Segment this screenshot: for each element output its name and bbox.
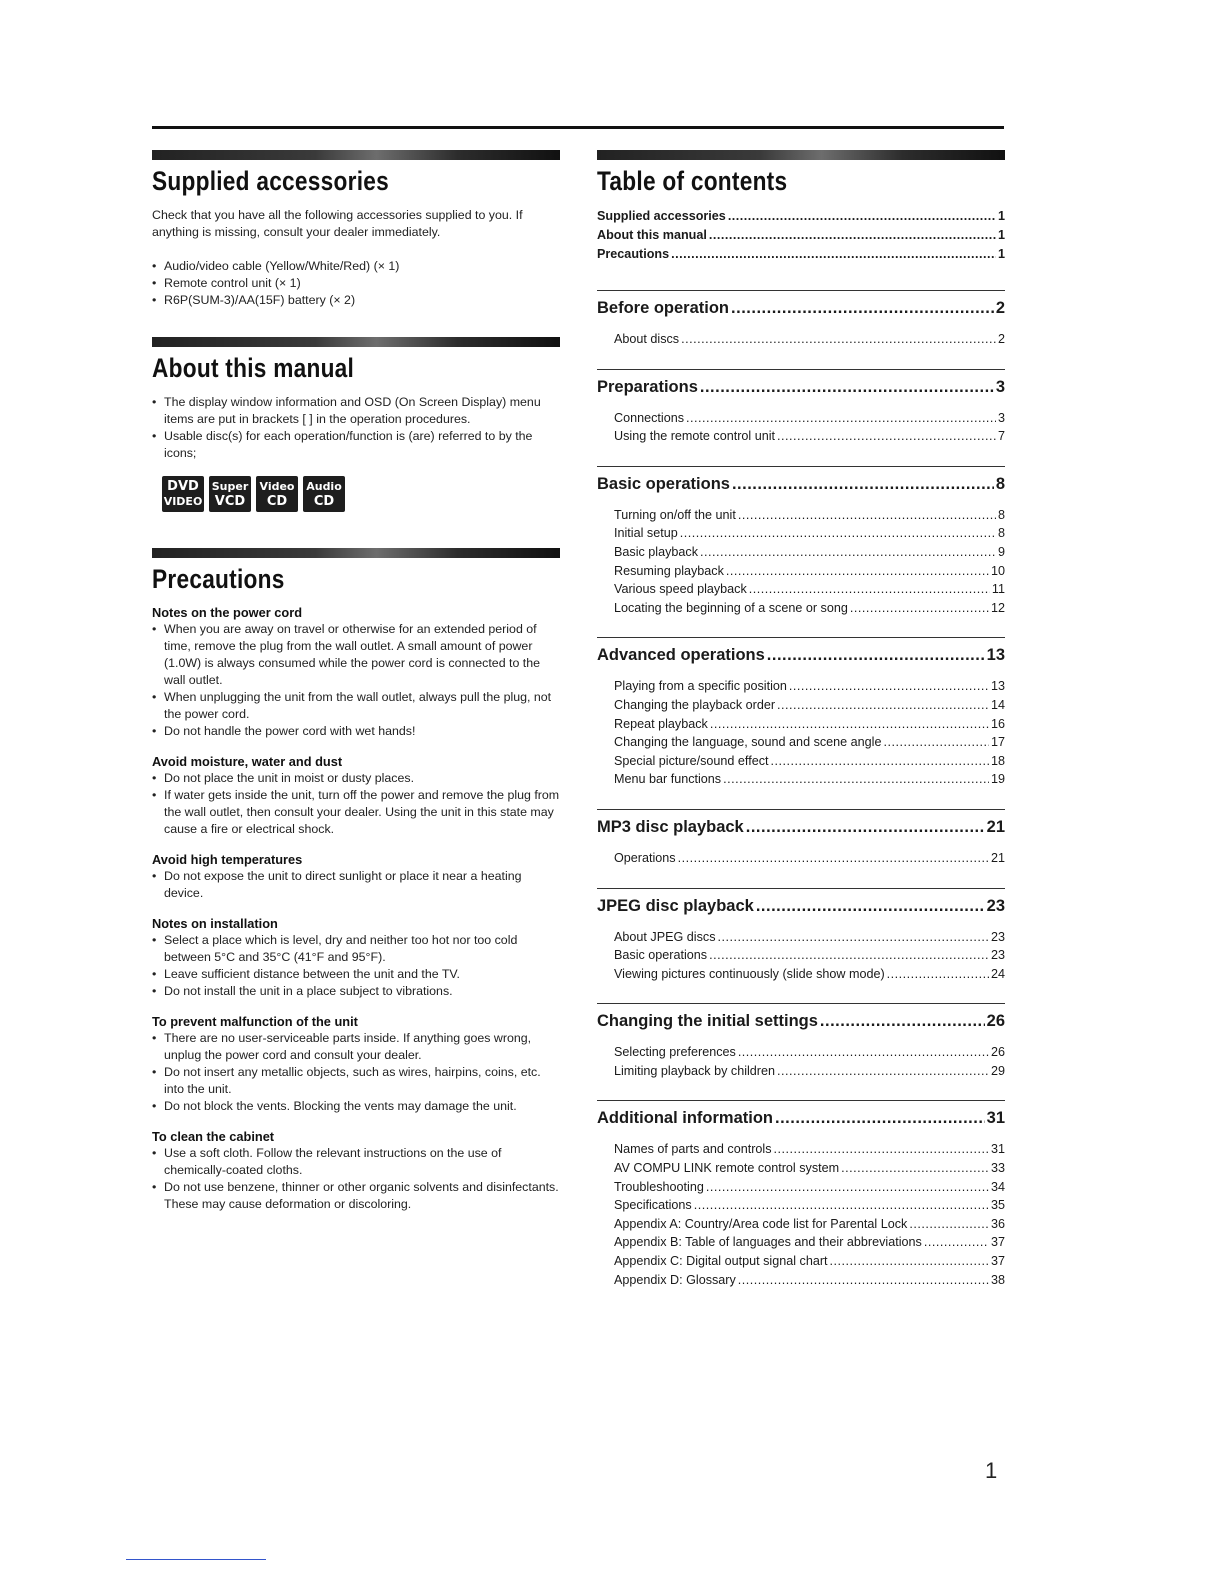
toc-entry[interactable] [614,1178,1005,1197]
icon-label: VCD [214,494,246,509]
dot-leader [746,812,985,842]
dot-leader [777,1062,989,1081]
icon-label: Super [211,480,249,493]
toc-entry[interactable] [614,928,1005,947]
icon-label: DVD [167,479,199,494]
toc-entry[interactable] [614,562,1005,581]
toc-entry[interactable] [614,1196,1005,1215]
section-rule [597,1003,1005,1004]
toc-entry-label: Supplied accessories [597,209,726,223]
toc-section-items [597,928,1005,984]
dot-leader [681,330,996,349]
toc-entry[interactable] [614,1140,1005,1159]
precautions-section [152,548,560,1213]
section-bar [597,150,1005,160]
about-list [152,394,560,462]
toc-section [597,466,1005,618]
toc-entry[interactable] [597,207,1005,226]
toc-section-items [597,1043,1005,1080]
precaution-list [152,621,560,740]
toc-entry[interactable] [597,245,1005,264]
toc-entry-label: Various speed playback [614,582,747,597]
toc-entry-page: 2 [997,332,1005,346]
toc-entry-page: 14 [990,697,1005,712]
list-item: • When unplugging the unit from the wall outlet, always pull the plug, not the power cord. [152,689,560,723]
section-rule [597,290,1005,291]
dot-leader [728,207,996,226]
list-item: • Usable disc(s) for each operation/function is (are) referred to by the icons; [152,428,560,462]
toc-section [597,369,1005,446]
toc-entry-page: 23 [990,929,1005,944]
section-rule [597,466,1005,467]
toc-entry-page: 2 [995,299,1005,317]
dot-leader [841,1159,989,1178]
toc-entry[interactable] [614,427,1005,446]
toc-entry-label: Playing from a specific position [614,679,787,694]
toc-entry-label: Appendix C: Digital output signal chart [614,1254,828,1269]
dot-leader [756,891,985,921]
toc-entry[interactable] [614,1043,1005,1062]
toc-section [597,637,1005,789]
toc-entry-label: Turning on/off the unit [614,507,736,522]
precaution-list [152,868,560,902]
dot-leader [686,409,996,428]
toc-section [597,1100,1005,1289]
precaution-list [152,1145,560,1213]
subheading: To clean the cabinet [152,1129,275,1144]
toc-entry-label: Precautions [597,247,670,261]
toc-entry[interactable] [614,524,1005,543]
list-item: • Do not place the unit in moist or dusty places. [152,770,560,787]
toc-entry[interactable] [614,1215,1005,1234]
toc-section-heading[interactable] [597,640,1005,670]
toc-entry-label: Selecting preferences [614,1045,736,1060]
toc-entry-label: Changing the initial settings [597,1012,818,1031]
toc-section-items [597,1140,1005,1289]
section-rule [597,637,1005,638]
toc-section-items [597,409,1005,446]
dot-leader [909,1215,989,1234]
precaution-list [152,770,560,838]
page-number: 1 [985,1458,998,1483]
toc-section-heading[interactable] [597,1006,1005,1036]
toc-entry[interactable] [614,599,1005,618]
toc-entry[interactable] [614,965,1005,984]
icon-label: Audio [306,480,342,493]
list-item: • Do not insert any metallic objects, such as wires, hairpins, coins, etc. into the unit. [152,1064,560,1098]
toc-entry-label: Initial setup [614,526,678,541]
toc-section-items [597,330,1005,349]
toc-entry-label: Before operation [597,299,730,317]
supplied-accessories-section [152,150,560,309]
section-title: About this manual [152,353,355,383]
dot-leader [709,226,996,245]
toc-entry[interactable] [614,543,1005,562]
toc-entry-label: MP3 disc playback [597,817,744,836]
toc-section-items [597,677,1005,789]
toc-entry-page: 8 [997,507,1005,522]
list-item: • Do not use benzene, thinner or other organic solvents and disinfectants. These may cause deformation or discoloring. [152,1179,560,1213]
toc-entry-page: 23 [990,948,1005,963]
icon-label: CD [313,494,335,509]
dot-leader [694,1196,989,1215]
toc-entry-page: 29 [990,1063,1005,1078]
section-rule [597,369,1005,370]
toc-entry-label: Special picture/sound effect [614,753,769,768]
subheading: Avoid moisture, water and dust [152,754,343,769]
icon-label: VIDEO [163,495,203,508]
audio-cd-icon [303,476,345,512]
dot-leader [738,1271,989,1290]
left-column [152,150,560,1213]
section-title: Supplied accessories [152,166,389,196]
dot-leader [771,752,989,771]
toc-section [597,809,1005,868]
toc-entry-page: 37 [990,1254,1005,1269]
toc-entry-label: About this manual [597,228,707,242]
dot-leader [710,715,989,734]
dot-leader [884,733,989,752]
toc-entry-label: About JPEG discs [614,929,716,944]
toc-entry-label: Basic playback [614,544,698,559]
toc-entry-page: 36 [990,1216,1005,1231]
about-manual-section [152,337,560,512]
toc-entry-label: Names of parts and controls [614,1142,772,1157]
list-item: • Do not block the vents. Blocking the vents may damage the unit. [152,1098,560,1115]
dot-leader [850,599,989,618]
super-vcd-icon [209,476,251,512]
icon-label: CD [266,494,288,509]
list-item: • Leave sufficient distance between the unit and the TV. [152,966,560,983]
toc-entry-page: 31 [990,1142,1005,1157]
dot-leader [777,696,989,715]
toc-entry[interactable] [614,715,1005,734]
list-item: • If water gets inside the unit, turn off the power and remove the plug from the wall outlet, then consult your dealer. Using the unit in this state may cause a fire or electrical shock. [152,787,560,838]
list-item: • Audio/video cable (Yellow/White/Red) (× 1) [152,258,560,275]
toc-entry[interactable] [614,580,1005,599]
toc-entry[interactable] [614,1271,1005,1290]
dot-leader [789,677,989,696]
dot-leader [774,1140,989,1159]
toc-entry-page: 37 [990,1235,1005,1250]
toc-title: Table of contents [597,166,788,196]
dot-leader [700,543,996,562]
toc-section-heading[interactable] [597,372,1005,402]
toc-section-items [597,506,1005,618]
toc-entry-page: 21 [990,850,1005,865]
toc-entry[interactable] [614,677,1005,696]
dvd-video-icon [162,476,204,512]
toc-section-heading[interactable] [597,293,1005,323]
list-item: • There are no user-serviceable parts inside. If anything goes wrong, unplug the power cord and consult your dealer. [152,1030,560,1064]
toc-entry-page: 26 [986,1012,1005,1031]
toc-section-heading[interactable] [597,469,1005,499]
table-of-contents [597,150,1005,1289]
toc-entry[interactable] [614,506,1005,525]
toc-entry-label: Menu bar functions [614,772,722,787]
toc-entry[interactable] [614,1062,1005,1081]
section-bar [152,337,560,347]
toc-entry-label: Appendix B: Table of languages and their abbreviations [614,1235,922,1250]
list-item: • Do not expose the unit to direct sunlight or place it near a heating device. [152,868,560,902]
toc-section-heading[interactable] [597,1103,1005,1133]
toc-entry-label: Preparations [597,377,698,396]
dot-leader [680,524,996,543]
toc-entry[interactable] [614,733,1005,752]
toc-entry-label: Changing the playback order [614,697,776,712]
list-item: • Do not install the unit in a place subject to vibrations. [152,983,560,1000]
dot-leader [887,965,989,984]
accessory-list [152,258,560,309]
section-rule [597,888,1005,889]
list-item: • R6P(SUM-3)/AA(15F) battery (× 2) [152,292,560,309]
toc-entry[interactable] [614,1159,1005,1178]
dot-leader [749,580,990,599]
toc-section [597,290,1005,349]
dot-leader [738,506,996,525]
toc-entry-page: 8 [995,474,1005,493]
toc-top-entries [597,207,1005,264]
toc-section-items [597,849,1005,868]
toc-entry-page: 38 [990,1272,1005,1287]
toc-section [597,888,1005,984]
intro-text: Check that you have all the following accessories supplied to you. If anything is missing, consult your dealer immediately. [152,208,523,239]
dot-leader [706,1178,989,1197]
toc-entry-page: 21 [986,817,1005,836]
dot-leader [732,469,994,499]
toc-entry-label: Basic operations [614,948,708,963]
toc-entry-label: Appendix D: Glossary [614,1272,736,1287]
toc-entry-page: 9 [997,544,1005,559]
toc-entry-label: Resuming playback [614,563,724,578]
toc-sections [597,290,1005,1289]
toc-entry-label: Changing the language, sound and scene angle [614,735,882,750]
toc-entry-label: Connections [614,410,685,425]
dot-leader [820,1006,985,1036]
dot-leader [723,770,989,789]
toc-entry-label: Specifications [614,1198,692,1213]
toc-entry-page: 24 [990,966,1005,981]
section-rule [597,1100,1005,1101]
section-title: Precautions [152,564,285,594]
toc-entry[interactable] [614,1252,1005,1271]
toc-entry[interactable] [597,226,1005,245]
toc-entry-page: 8 [997,526,1005,541]
toc-entry-label: Additional information [597,1109,773,1128]
section-bar [152,150,560,160]
toc-entry[interactable] [614,770,1005,789]
toc-entry-label: AV COMPU LINK remote control system [614,1161,840,1176]
list-item: • When you are away on travel or otherwise for an extended period of time, remove the plug from the wall outlet. A small amount of power (1.0W) is always consumed while the power cord is connected to the wall outlet. [152,621,560,689]
toc-entry-page: 33 [990,1161,1005,1176]
dot-leader [700,372,994,402]
toc-entry-page: 3 [995,377,1005,396]
toc-entry-page: 3 [997,410,1005,425]
list-item: • Use a soft cloth. Follow the relevant instructions on the use of chemically-coated cloths. [152,1145,560,1179]
toc-entry[interactable] [614,696,1005,715]
toc-entry-page: 18 [990,753,1005,768]
dot-leader [718,928,989,947]
toc-entry-label: JPEG disc playback [597,896,754,915]
toc-entry[interactable] [614,409,1005,428]
toc-entry-label: Locating the beginning of a scene or song [614,600,848,615]
toc-entry-label: Viewing pictures continuously (slide show mode) [614,966,885,981]
toc-entry-page: 34 [990,1179,1005,1194]
dot-leader [709,946,989,965]
toc-entry[interactable] [614,946,1005,965]
dot-leader [671,245,996,264]
toc-entry-page: 1 [997,247,1005,261]
toc-entry-page: 13 [990,679,1005,694]
toc-entry-page: 16 [990,716,1005,731]
toc-entry-page: 19 [990,772,1005,787]
toc-entry-label: Advanced operations [597,646,765,665]
toc-entry-label: Appendix A: Country/Area code list for Parental Lock [614,1216,908,1231]
subheading: Notes on the power cord [152,605,303,620]
toc-entry-page: 26 [990,1045,1005,1060]
section-rule [597,809,1005,810]
toc-entry[interactable] [614,1233,1005,1252]
dot-leader [731,293,994,323]
toc-entry-label: Repeat playback [614,716,708,731]
precaution-list [152,932,560,1000]
toc-section-heading[interactable] [597,812,1005,842]
toc-entry-page: 10 [990,563,1005,578]
top-rule [152,126,1004,129]
disc-icon-row [162,476,560,512]
subheading: Avoid high temperatures [152,852,303,867]
toc-entry-page: 12 [990,600,1005,615]
toc-entry-label: About discs [614,332,680,346]
toc-entry[interactable] [614,849,1005,868]
dot-leader [767,640,985,670]
list-item: • Remote control unit (× 1) [152,275,560,292]
dot-leader [726,562,989,581]
precaution-list [152,1030,560,1115]
dot-leader [777,427,996,446]
dot-leader [830,1252,989,1271]
toc-entry-page: 1 [997,228,1005,242]
subheading: To prevent malfunction of the unit [152,1014,358,1029]
toc-entry-label: Limiting playback by children [614,1063,776,1078]
toc-entry-page: 35 [990,1198,1005,1213]
dot-leader [678,849,989,868]
toc-entry-page: 17 [990,735,1005,750]
icon-label: Video [259,480,295,493]
toc-entry-label: Operations [614,850,676,865]
toc-entry[interactable] [614,330,1005,349]
toc-entry-label: Using the remote control unit [614,429,776,444]
toc-entry-page: 31 [986,1109,1005,1128]
dot-leader [775,1103,985,1133]
toc-entry-page: 7 [997,429,1005,444]
toc-entry[interactable] [614,752,1005,771]
dot-leader [924,1233,989,1252]
toc-section-heading[interactable] [597,891,1005,921]
toc-entry-label: Basic operations [597,474,730,493]
dot-leader [738,1043,989,1062]
toc-entry-label: Troubleshooting [614,1179,704,1194]
list-item: • Do not handle the power cord with wet hands! [152,723,560,740]
toc-entry-page: 23 [986,896,1005,915]
toc-entry-page: 13 [986,646,1005,665]
toc-section [597,1003,1005,1080]
section-bar [152,548,560,558]
toc-entry-page: 1 [997,209,1005,223]
toc-entry-page: 11 [991,582,1005,597]
subheading: Notes on installation [152,916,278,931]
list-item: • Select a place which is level, dry and neither too hot nor too cold between 5°C and 35°C (41°F and 95°F). [152,932,560,966]
footer-line [126,1559,266,1560]
list-item: • The display window information and OSD (On Screen Display) menu items are put in brackets [ ] in the operation procedures. [152,394,560,428]
video-cd-icon [256,476,298,512]
